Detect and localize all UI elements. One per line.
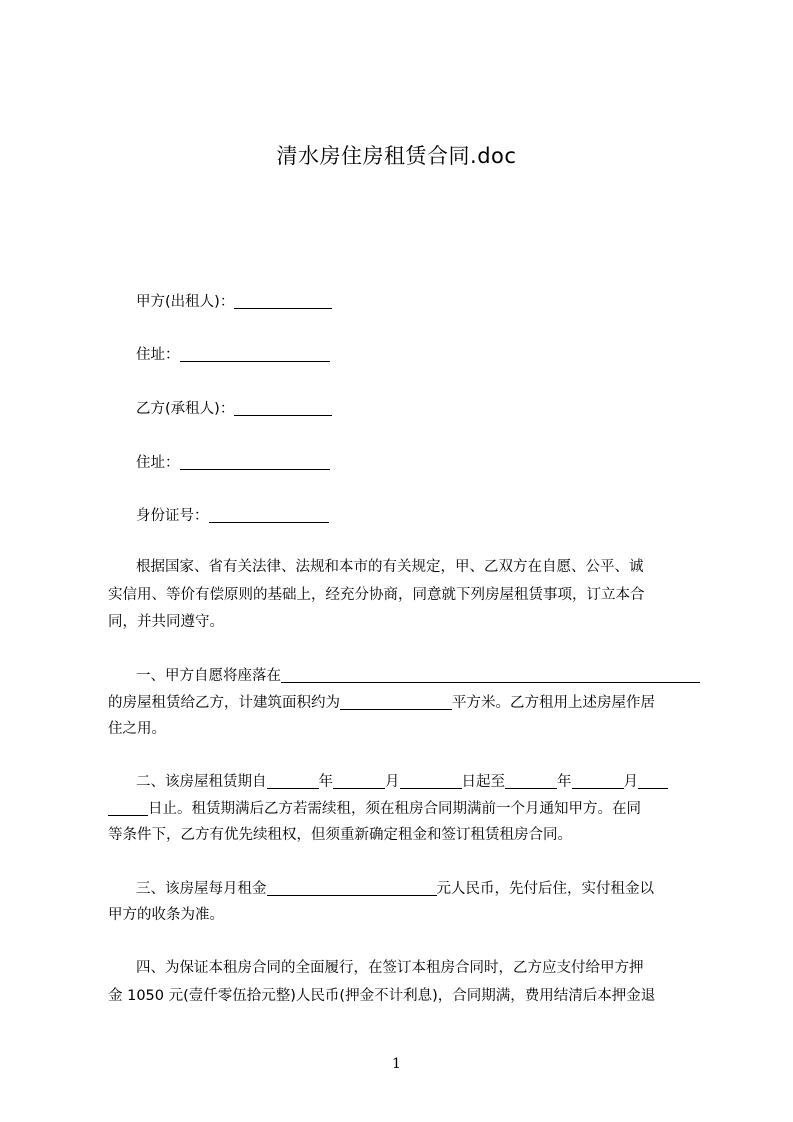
clause-2-text-1: 二、该房屋租赁期自 xyxy=(136,774,267,790)
clause-1-line-3: 住之用。 xyxy=(108,721,166,737)
clause-1-line-2 xyxy=(108,692,700,713)
address-2-blank xyxy=(180,455,330,470)
id-number-field xyxy=(136,505,329,526)
id-number-blank xyxy=(209,508,329,523)
clause-2-month-1: 月 xyxy=(385,774,400,790)
clause-2-month-2: 月 xyxy=(623,774,638,790)
clause-1-text-1: 一、甲方自愿将座落在 xyxy=(136,668,281,684)
clause-3-line-1 xyxy=(136,878,700,899)
party-a-field xyxy=(136,291,332,312)
clause-1-text-2a: 的房屋租赁给乙方，计建筑面积约为 xyxy=(108,695,340,711)
clause-2-line-1 xyxy=(136,771,700,792)
document-title: 清水房住房租赁合同.doc xyxy=(276,144,517,168)
end-year-blank xyxy=(505,774,557,789)
address-2-field xyxy=(136,452,330,473)
address-1-field xyxy=(136,344,330,365)
clause-1-location-blank xyxy=(281,668,700,683)
address-1-label: 住址： xyxy=(136,347,180,363)
preamble-line-3: 同，并共同遵守。 xyxy=(108,614,224,630)
start-day-blank xyxy=(400,774,462,789)
clause-1-area-blank xyxy=(340,695,452,710)
page-number: 1 xyxy=(392,1056,401,1072)
start-year-blank xyxy=(267,774,319,789)
party-b-label: 乙方(承租人)： xyxy=(136,401,235,417)
clause-2-day-from: 日起至 xyxy=(461,774,505,790)
start-month-blank xyxy=(333,774,385,789)
clause-1-text-2b: 平方米。乙方租用上述房屋作居 xyxy=(452,695,655,711)
clause-2-line-3: 等条件下，乙方有优先续租权，但须重新确定租金和签订租赁租房合同。 xyxy=(108,827,572,843)
end-day-blank xyxy=(108,801,148,816)
end-month-blank xyxy=(572,774,624,789)
clause-4-line-1: 四、为保证本租房合同的全面履行，在签订本租房合同时，乙方应支付给甲方押 xyxy=(136,960,644,976)
clause-3-line-2: 甲方的收条为准。 xyxy=(108,907,224,923)
party-b-field xyxy=(136,398,332,419)
end-day-blank-start xyxy=(638,774,668,789)
address-2-label: 住址： xyxy=(136,455,180,471)
clause-2-year-1: 年 xyxy=(318,774,333,790)
clause-3-text-1a: 三、该房屋每月租金 xyxy=(136,881,267,897)
preamble-line-2: 实信用、等价有偿原则的基础上，经充分协商，同意就下列房屋租赁事项，订立本合 xyxy=(108,587,645,603)
clause-2-line-2 xyxy=(108,798,700,819)
clause-2-text-2: 日止。租赁期满后乙方若需续租，须在租房合同期满前一个月通知甲方。在同 xyxy=(148,801,641,817)
party-b-blank xyxy=(234,401,332,416)
clause-3-text-1b: 元人民币，先付后住，实付租金以 xyxy=(436,881,654,897)
clause-1-line-1 xyxy=(136,665,700,686)
party-a-blank xyxy=(234,294,332,309)
clause-2-year-2: 年 xyxy=(557,774,572,790)
preamble-line-1: 根据国家、省有关法律、法规和本市的有关规定，甲、乙双方在自愿、公平、诚 xyxy=(136,559,644,575)
address-1-blank xyxy=(180,347,330,362)
monthly-rent-blank xyxy=(267,881,437,896)
clause-4-line-2: 金 1050 元(壹仟零伍拾元整)人民币(押金不计利息)，合同期满，费用结清后本押金退 xyxy=(108,988,656,1004)
party-a-label: 甲方(出租人)： xyxy=(136,294,235,310)
id-number-label: 身份证号： xyxy=(136,508,209,524)
